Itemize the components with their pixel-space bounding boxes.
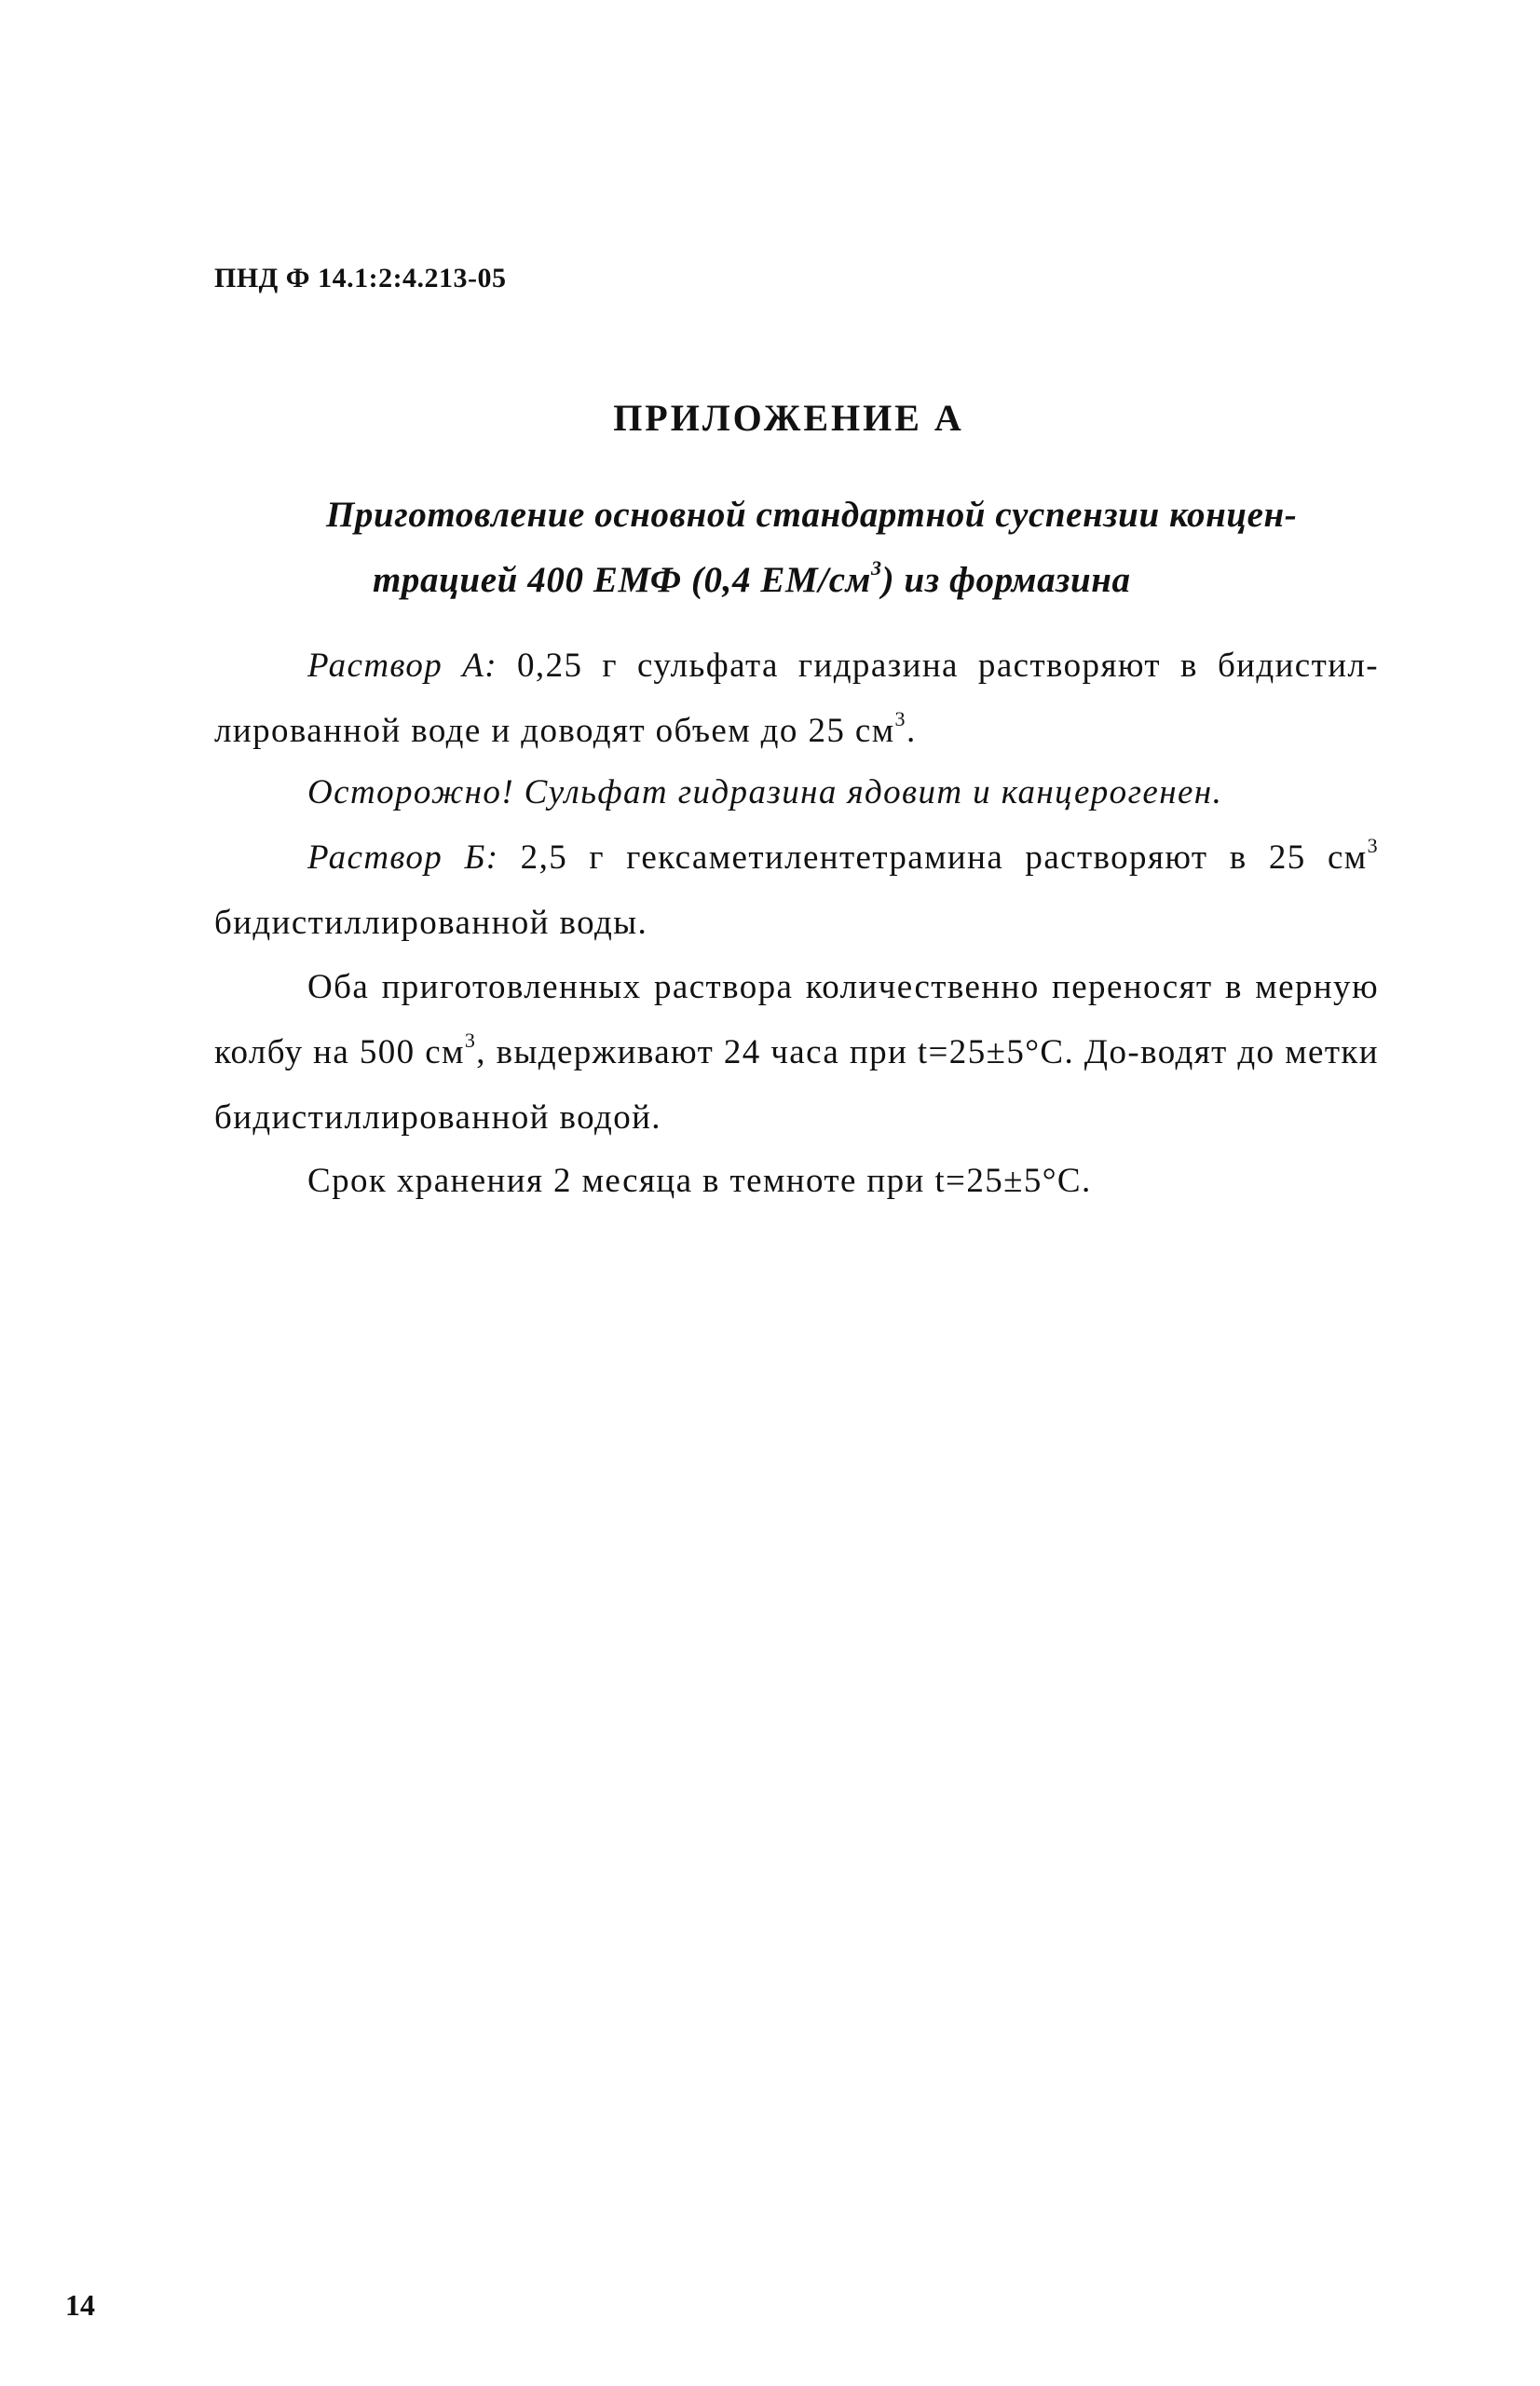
subtitle-superscript: 3 bbox=[870, 556, 882, 579]
solution-a-superscript: 3 bbox=[894, 706, 906, 730]
warning-text: Осторожно! Сульфат гидразина ядовит и канцерогенен. bbox=[307, 773, 1223, 811]
solution-a-label: Раствор А: bbox=[307, 647, 497, 685]
document-code: ПНД Ф 14.1:2:4.213-05 bbox=[214, 263, 507, 293]
subtitle-line-2-text-b: ) из формазина bbox=[881, 560, 1131, 600]
solution-a-text-b: . bbox=[906, 712, 917, 750]
paragraph-combining bbox=[214, 955, 1379, 1151]
paragraph-solution-b bbox=[214, 825, 1379, 956]
solution-b-label: Раствор Б: bbox=[307, 839, 499, 877]
page-number: 14 bbox=[65, 2288, 95, 2322]
appendix-title: ПРИЛОЖЕНИЕ А bbox=[613, 397, 964, 439]
combining-superscript: 3 bbox=[464, 1028, 477, 1052]
subtitle-line-1: Приготовление основной стандартной суспензии концен- bbox=[326, 495, 1298, 535]
paragraph-warning bbox=[214, 760, 1379, 825]
combining-text-b: , выдерживают 24 часа при t=25±5°С. До-водят до метки бидистиллированной водой. bbox=[214, 1033, 1379, 1137]
solution-b-text-a: 2,5 г гексаметилентетрамина растворяют в 25 см bbox=[498, 839, 1368, 877]
solution-b-superscript: 3 bbox=[1367, 833, 1379, 857]
combining-text-a: Оба приготовленных раствора количественно переносят в мерную колбу на 500 см bbox=[214, 968, 1379, 1071]
solution-a-text-a: 0,25 г сульфата гидразина растворяют в бидистил-лированной воде и доводят объем до 25 см bbox=[214, 647, 1379, 750]
appendix-subtitle bbox=[326, 483, 1388, 613]
storage-text: Срок хранения 2 месяца в темноте при t=25±5°С. bbox=[307, 1162, 1092, 1200]
paragraph-solution-a bbox=[214, 634, 1379, 764]
solution-b-text-b: бидистиллированной воды. bbox=[214, 904, 648, 942]
paragraph-storage bbox=[214, 1149, 1379, 1214]
subtitle-line-2 bbox=[326, 548, 1388, 613]
subtitle-line-2-text-a: трацией 400 ЕМФ (0,4 ЕМ/см bbox=[373, 560, 871, 600]
